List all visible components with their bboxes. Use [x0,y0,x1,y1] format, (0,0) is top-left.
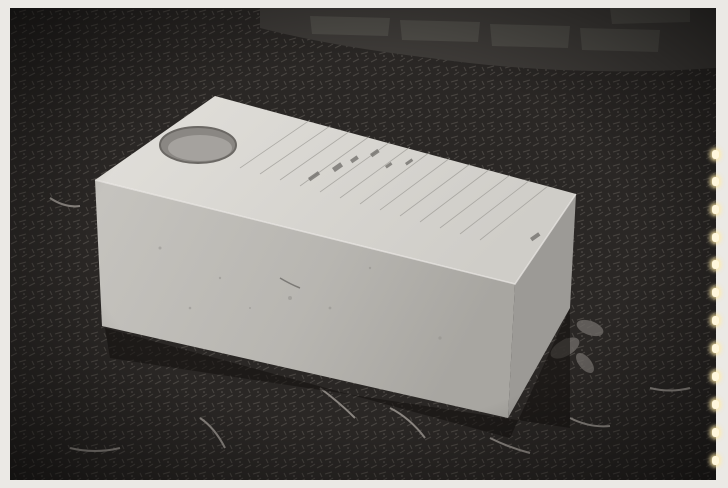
stone-block-scene [10,8,716,480]
film-light-leak [710,150,722,480]
photograph [10,8,716,480]
